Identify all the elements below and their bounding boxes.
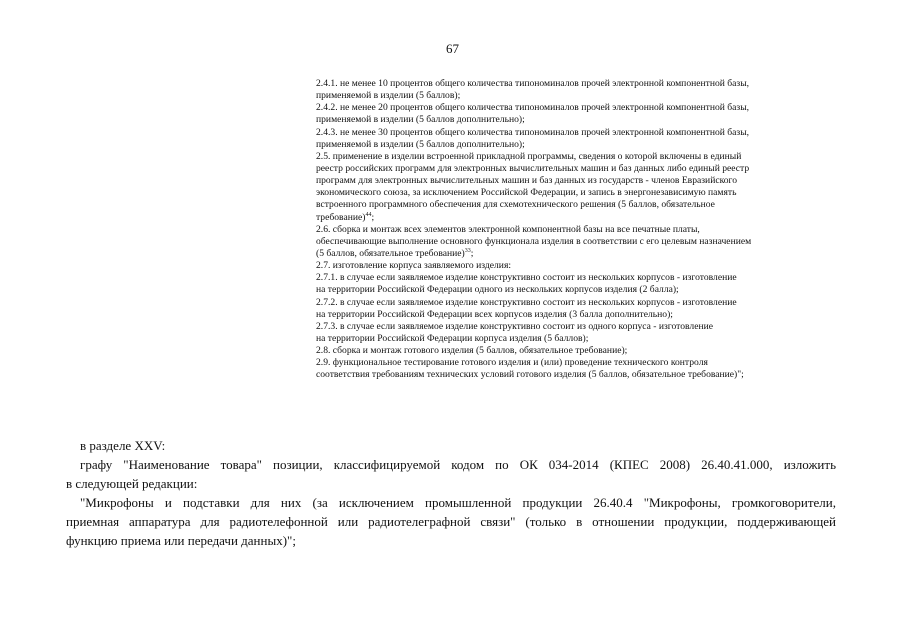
text-line: на территории Российской Федерации корпуса изделия (5 баллов); bbox=[316, 332, 589, 344]
punctuation: ; bbox=[470, 247, 474, 259]
text-segment: требование) bbox=[316, 211, 366, 223]
footnote-marker: 33 bbox=[464, 247, 471, 254]
main-body-text bbox=[66, 436, 836, 550]
text-line: на территории Российской Федерации одного из нескольких корпусов изделия (2 балла); bbox=[316, 284, 679, 296]
text-line: встроенного программного обеспечения для схемотехнического решения (5 баллов, обязательное bbox=[316, 199, 715, 211]
text-line: 2.7.1. в случае если заявляемое изделие конструктивно состоит из нескольких корпусов - изготовление bbox=[316, 272, 737, 284]
text-line: 2.4.2. не менее 20 процентов общего количества типономиналов прочей электронной компонентной базы, bbox=[316, 102, 750, 114]
text-line: применяемой в изделии (5 баллов дополнительно); bbox=[316, 138, 525, 150]
paragraph-line: в следующей редакции: bbox=[66, 476, 198, 491]
text-line: экономического союза, за исключением Российской Федерации, и запись в энергонезависимую память bbox=[316, 187, 737, 199]
text-line: на территории Российской Федерации всех корпусов изделия (3 балла дополнительно); bbox=[316, 308, 673, 320]
text-line: 2.8. сборка и монтаж готового изделия (5 баллов, обязательное требование); bbox=[316, 345, 628, 357]
text-line: 2.6. сборка и монтаж всех элементов электронной компонентной базы на все печатные платы, bbox=[316, 223, 700, 235]
text-line: 2.5. применение в изделии встроенной прикладной программы, сведения о которой включены в единый bbox=[316, 150, 742, 162]
text-line: применяемой в изделии (5 баллов); bbox=[316, 90, 461, 102]
footnote-marker: 44 bbox=[365, 211, 372, 218]
text-line: 2.4.1. не менее 10 процентов общего количества типономиналов прочей электронной компонентной базы, bbox=[316, 78, 750, 89]
text-line-with-footnote bbox=[316, 212, 861, 224]
text-line: программ для электронных вычислительных машин и баз данных из государств - членов Евразийского bbox=[316, 175, 738, 187]
text-line: 2.7.2. в случае если заявляемое изделие конструктивно состоит из нескольких корпусов - изготовление bbox=[316, 296, 737, 308]
text-line: соответствия требованиям технических условий готового изделия (5 баллов, обязательное требование)"; bbox=[316, 369, 744, 381]
text-line: реестр российских программ для электронных вычислительных машин и баз данных либо единый реестр bbox=[316, 162, 750, 174]
text-line: применяемой в изделии (5 баллов дополнительно); bbox=[316, 114, 525, 126]
quoted-paragraph-line: функцию приема или передачи данных)"; bbox=[66, 533, 296, 548]
punctuation: ; bbox=[371, 211, 375, 223]
text-line: 2.7.3. в случае если заявляемое изделие конструктивно состоит из одного корпуса - изготовление bbox=[316, 320, 714, 332]
section-heading-line: в разделе XXV: bbox=[80, 438, 166, 453]
text-line: 2.7. изготовление корпуса заявляемого изделия: bbox=[316, 260, 512, 272]
page-number: 67 bbox=[446, 41, 459, 56]
paragraph-line: графу "Наименование товара" позиции, классифицируемой кодом по ОК 034-2014 (КПЕС 2008) 26.40.41.000, изложить bbox=[80, 457, 836, 472]
amendment-quote-block bbox=[316, 78, 861, 382]
text-segment: (5 баллов, обязательное требование) bbox=[316, 247, 465, 259]
text-line-with-footnote bbox=[316, 248, 861, 260]
quoted-paragraph-line: "Микрофоны и подставки для них (за исключением промышленной продукции 26.40.4 "Микрофоны, громкоговорители, bbox=[80, 495, 836, 510]
text-line: 2.9. функциональное тестирование готового изделия и (или) проведение технического контроля bbox=[316, 357, 708, 369]
text-line: обеспечивающие выполнение основного функционала изделия в соответствии с его целевым назначением bbox=[316, 235, 752, 247]
quoted-paragraph-line: приемная аппаратура для радиотелефонной или радиотелеграфной связи" (только в отношении продукции, поддерживающей bbox=[66, 514, 836, 529]
text-line: 2.4.3. не менее 30 процентов общего количества типономиналов прочей электронной компонентной базы, bbox=[316, 126, 750, 138]
